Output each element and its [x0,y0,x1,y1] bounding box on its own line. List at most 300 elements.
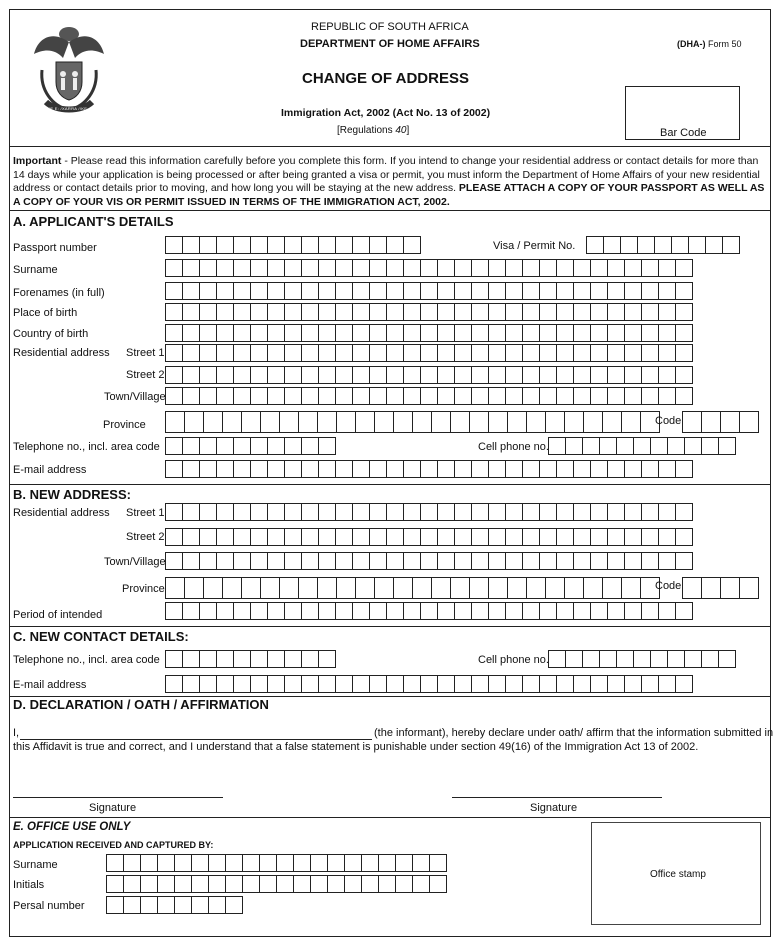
character-cell[interactable] [216,344,234,362]
character-cell[interactable] [624,387,642,405]
character-cell[interactable] [583,577,603,599]
character-cell[interactable] [403,236,421,254]
character-cell[interactable] [369,503,387,521]
character-cell[interactable] [369,259,387,277]
character-cell[interactable] [590,324,608,342]
character-cell[interactable] [284,650,302,668]
character-cell[interactable] [165,675,183,693]
character-cell[interactable] [174,875,192,893]
character-cell[interactable] [233,528,251,546]
character-cell[interactable] [565,650,583,668]
character-cell[interactable] [191,896,209,914]
character-cell[interactable] [420,324,438,342]
character-cell[interactable] [203,411,223,433]
character-cell[interactable] [505,387,523,405]
character-cell[interactable] [182,503,200,521]
character-cell[interactable] [564,577,584,599]
character-cell[interactable] [157,896,175,914]
character-cell[interactable] [573,324,591,342]
character-cell[interactable] [403,324,421,342]
character-cell[interactable] [641,675,659,693]
character-cell[interactable] [123,875,141,893]
character-cell[interactable] [420,503,438,521]
character-cell[interactable] [488,602,506,620]
character-cell[interactable] [284,460,302,478]
character-cell[interactable] [335,303,353,321]
character-cell[interactable] [471,675,489,693]
character-cell[interactable] [607,528,625,546]
character-cell[interactable] [522,259,540,277]
character-cell[interactable] [454,552,472,570]
character-cell[interactable] [624,324,642,342]
character-cell[interactable] [556,344,574,362]
character-cell[interactable] [701,577,721,599]
character-cell[interactable] [488,411,508,433]
character-cell[interactable] [317,411,337,433]
character-cell[interactable] [658,387,676,405]
character-cell[interactable] [403,282,421,300]
character-cell[interactable] [335,236,353,254]
character-cell[interactable] [284,259,302,277]
character-cell[interactable] [216,528,234,546]
character-cell[interactable] [233,387,251,405]
character-cell[interactable] [471,324,489,342]
character-cell[interactable] [675,552,693,570]
character-cell[interactable] [720,577,740,599]
character-cell[interactable] [548,650,566,668]
character-cell[interactable] [675,259,693,277]
character-cell[interactable] [327,854,345,872]
character-cell[interactable] [318,344,336,362]
character-cell[interactable] [667,437,685,455]
character-cell[interactable] [259,875,277,893]
informant-name-line[interactable] [20,739,372,740]
character-cell[interactable] [454,324,472,342]
character-cell[interactable] [607,259,625,277]
character-cell[interactable] [573,675,591,693]
character-cell[interactable] [233,236,251,254]
character-cell[interactable] [586,236,604,254]
office-surname-input[interactable] [106,854,447,872]
character-cell[interactable] [182,236,200,254]
character-cell[interactable] [355,577,375,599]
character-cell[interactable] [505,460,523,478]
character-cell[interactable] [279,411,299,433]
character-cell[interactable] [216,282,234,300]
character-cell[interactable] [454,366,472,384]
character-cell[interactable] [437,344,455,362]
character-cell[interactable] [454,528,472,546]
character-cell[interactable] [658,528,676,546]
character-cell[interactable] [505,366,523,384]
character-cell[interactable] [403,259,421,277]
character-cell[interactable] [633,650,651,668]
character-cell[interactable] [242,854,260,872]
character-cell[interactable] [250,324,268,342]
character-cell[interactable] [701,411,721,433]
new-cell-input[interactable] [548,650,736,668]
character-cell[interactable] [616,650,634,668]
character-cell[interactable] [420,552,438,570]
character-cell[interactable] [403,387,421,405]
character-cell[interactable] [284,366,302,384]
character-cell[interactable] [454,602,472,620]
character-cell[interactable] [318,282,336,300]
character-cell[interactable] [317,577,337,599]
character-cell[interactable] [165,236,183,254]
telephone-input[interactable] [165,437,336,455]
character-cell[interactable] [590,528,608,546]
character-cell[interactable] [199,602,217,620]
character-cell[interactable] [539,282,557,300]
character-cell[interactable] [250,366,268,384]
character-cell[interactable] [603,236,621,254]
place-of-birth-input[interactable] [165,303,693,321]
character-cell[interactable] [335,259,353,277]
character-cell[interactable] [378,854,396,872]
character-cell[interactable] [318,236,336,254]
character-cell[interactable] [386,236,404,254]
character-cell[interactable] [216,437,234,455]
character-cell[interactable] [222,411,242,433]
character-cell[interactable] [590,344,608,362]
character-cell[interactable] [412,875,430,893]
character-cell[interactable] [739,577,759,599]
character-cell[interactable] [539,460,557,478]
character-cell[interactable] [298,577,318,599]
character-cell[interactable] [403,366,421,384]
character-cell[interactable] [284,344,302,362]
character-cell[interactable] [267,650,285,668]
character-cell[interactable] [437,387,455,405]
character-cell[interactable] [284,503,302,521]
character-cell[interactable] [505,344,523,362]
character-cell[interactable] [641,259,659,277]
character-cell[interactable] [267,552,285,570]
character-cell[interactable] [590,602,608,620]
character-cell[interactable] [641,387,659,405]
character-cell[interactable] [199,282,217,300]
character-cell[interactable] [182,528,200,546]
character-cell[interactable] [573,528,591,546]
character-cell[interactable] [641,344,659,362]
character-cell[interactable] [250,282,268,300]
character-cell[interactable] [454,387,472,405]
character-cell[interactable] [216,460,234,478]
character-cell[interactable] [582,650,600,668]
character-cell[interactable] [573,366,591,384]
character-cell[interactable] [437,602,455,620]
character-cell[interactable] [267,675,285,693]
character-cell[interactable] [505,602,523,620]
character-cell[interactable] [682,411,702,433]
character-cell[interactable] [369,366,387,384]
character-cell[interactable] [429,854,447,872]
character-cell[interactable] [250,236,268,254]
character-cell[interactable] [191,875,209,893]
character-cell[interactable] [301,602,319,620]
character-cell[interactable] [335,528,353,546]
character-cell[interactable] [216,650,234,668]
character-cell[interactable] [199,437,217,455]
character-cell[interactable] [539,303,557,321]
character-cell[interactable] [505,503,523,521]
character-cell[interactable] [106,854,124,872]
character-cell[interactable] [526,411,546,433]
character-cell[interactable] [675,528,693,546]
character-cell[interactable] [267,503,285,521]
character-cell[interactable] [684,437,702,455]
character-cell[interactable] [718,650,736,668]
character-cell[interactable] [539,528,557,546]
character-cell[interactable] [184,577,204,599]
character-cell[interactable] [420,282,438,300]
character-cell[interactable] [318,437,336,455]
character-cell[interactable] [386,460,404,478]
character-cell[interactable] [386,303,404,321]
character-cell[interactable] [165,460,183,478]
character-cell[interactable] [352,282,370,300]
character-cell[interactable] [250,650,268,668]
character-cell[interactable] [556,282,574,300]
character-cell[interactable] [182,282,200,300]
character-cell[interactable] [199,303,217,321]
character-cell[interactable] [369,675,387,693]
character-cell[interactable] [233,344,251,362]
character-cell[interactable] [720,411,740,433]
character-cell[interactable] [216,602,234,620]
character-cell[interactable] [522,366,540,384]
character-cell[interactable] [522,675,540,693]
character-cell[interactable] [641,552,659,570]
character-cell[interactable] [437,259,455,277]
character-cell[interactable] [488,303,506,321]
character-cell[interactable] [545,411,565,433]
character-cell[interactable] [607,324,625,342]
character-cell[interactable] [701,437,719,455]
character-cell[interactable] [216,303,234,321]
character-cell[interactable] [369,344,387,362]
new-email-input[interactable] [165,675,693,693]
character-cell[interactable] [641,602,659,620]
character-cell[interactable] [403,503,421,521]
passport-input[interactable] [165,236,421,254]
character-cell[interactable] [157,875,175,893]
street2-input[interactable] [165,366,693,384]
character-cell[interactable] [352,602,370,620]
character-cell[interactable] [599,437,617,455]
character-cell[interactable] [548,437,566,455]
character-cell[interactable] [471,387,489,405]
character-cell[interactable] [301,344,319,362]
character-cell[interactable] [165,259,183,277]
character-cell[interactable] [165,366,183,384]
character-cell[interactable] [352,236,370,254]
character-cell[interactable] [165,411,185,433]
character-cell[interactable] [658,344,676,362]
character-cell[interactable] [556,528,574,546]
character-cell[interactable] [216,324,234,342]
character-cell[interactable] [310,854,328,872]
character-cell[interactable] [607,387,625,405]
character-cell[interactable] [469,411,489,433]
character-cell[interactable] [165,650,183,668]
character-cell[interactable] [420,602,438,620]
character-cell[interactable] [199,650,217,668]
character-cell[interactable] [284,236,302,254]
character-cell[interactable] [488,503,506,521]
character-cell[interactable] [658,460,676,478]
character-cell[interactable] [488,344,506,362]
character-cell[interactable] [701,650,719,668]
character-cell[interactable] [624,602,642,620]
character-cell[interactable] [658,602,676,620]
street1-input[interactable] [165,344,693,362]
character-cell[interactable] [522,602,540,620]
character-cell[interactable] [386,503,404,521]
character-cell[interactable] [607,602,625,620]
character-cell[interactable] [279,577,299,599]
character-cell[interactable] [675,282,693,300]
character-cell[interactable] [450,577,470,599]
character-cell[interactable] [140,854,158,872]
character-cell[interactable] [250,344,268,362]
character-cell[interactable] [437,460,455,478]
character-cell[interactable] [590,387,608,405]
character-cell[interactable] [369,460,387,478]
character-cell[interactable] [607,366,625,384]
character-cell[interactable] [369,528,387,546]
character-cell[interactable] [607,344,625,362]
character-cell[interactable] [471,282,489,300]
town-input[interactable] [165,387,693,405]
character-cell[interactable] [522,324,540,342]
character-cell[interactable] [386,602,404,620]
character-cell[interactable] [718,437,736,455]
character-cell[interactable] [607,282,625,300]
character-cell[interactable] [335,602,353,620]
character-cell[interactable] [318,324,336,342]
signature-line-left[interactable] [13,797,223,798]
character-cell[interactable] [318,602,336,620]
character-cell[interactable] [301,303,319,321]
character-cell[interactable] [242,875,260,893]
character-cell[interactable] [624,366,642,384]
character-cell[interactable] [284,437,302,455]
character-cell[interactable] [658,303,676,321]
character-cell[interactable] [564,411,584,433]
character-cell[interactable] [318,259,336,277]
character-cell[interactable] [431,577,451,599]
character-cell[interactable] [284,303,302,321]
character-cell[interactable] [355,411,375,433]
character-cell[interactable] [539,552,557,570]
character-cell[interactable] [573,503,591,521]
character-cell[interactable] [454,303,472,321]
character-cell[interactable] [488,324,506,342]
character-cell[interactable] [573,602,591,620]
character-cell[interactable] [182,324,200,342]
period-input[interactable] [165,602,693,620]
character-cell[interactable] [403,602,421,620]
character-cell[interactable] [488,282,506,300]
country-of-birth-input[interactable] [165,324,693,342]
character-cell[interactable] [658,366,676,384]
character-cell[interactable] [335,503,353,521]
character-cell[interactable] [267,303,285,321]
character-cell[interactable] [488,387,506,405]
character-cell[interactable] [352,528,370,546]
character-cell[interactable] [318,528,336,546]
character-cell[interactable] [437,324,455,342]
character-cell[interactable] [352,259,370,277]
character-cell[interactable] [267,366,285,384]
character-cell[interactable] [233,282,251,300]
character-cell[interactable] [199,324,217,342]
character-cell[interactable] [590,460,608,478]
character-cell[interactable] [165,552,183,570]
character-cell[interactable] [590,552,608,570]
character-cell[interactable] [335,387,353,405]
character-cell[interactable] [344,854,362,872]
character-cell[interactable] [412,577,432,599]
new-province-input[interactable] [165,577,660,599]
character-cell[interactable] [301,324,319,342]
character-cell[interactable] [675,602,693,620]
character-cell[interactable] [526,577,546,599]
character-cell[interactable] [374,411,394,433]
character-cell[interactable] [675,675,693,693]
character-cell[interactable] [393,411,413,433]
character-cell[interactable] [267,437,285,455]
character-cell[interactable] [233,259,251,277]
character-cell[interactable] [488,675,506,693]
character-cell[interactable] [545,577,565,599]
new-street1-input[interactable] [165,503,693,521]
character-cell[interactable] [624,282,642,300]
character-cell[interactable] [369,236,387,254]
character-cell[interactable] [624,528,642,546]
character-cell[interactable] [607,303,625,321]
character-cell[interactable] [301,552,319,570]
character-cell[interactable] [403,552,421,570]
character-cell[interactable] [488,577,508,599]
character-cell[interactable] [267,528,285,546]
character-cell[interactable] [675,387,693,405]
character-cell[interactable] [335,344,353,362]
character-cell[interactable] [293,875,311,893]
character-cell[interactable] [369,282,387,300]
character-cell[interactable] [431,411,451,433]
character-cell[interactable] [522,387,540,405]
character-cell[interactable] [505,259,523,277]
character-cell[interactable] [469,577,489,599]
character-cell[interactable] [301,437,319,455]
character-cell[interactable] [250,503,268,521]
character-cell[interactable] [233,650,251,668]
character-cell[interactable] [616,437,634,455]
character-cell[interactable] [293,854,311,872]
character-cell[interactable] [216,259,234,277]
character-cell[interactable] [556,675,574,693]
character-cell[interactable] [199,528,217,546]
character-cell[interactable] [471,366,489,384]
character-cell[interactable] [369,324,387,342]
character-cell[interactable] [556,460,574,478]
character-cell[interactable] [378,875,396,893]
character-cell[interactable] [301,387,319,405]
character-cell[interactable] [488,366,506,384]
